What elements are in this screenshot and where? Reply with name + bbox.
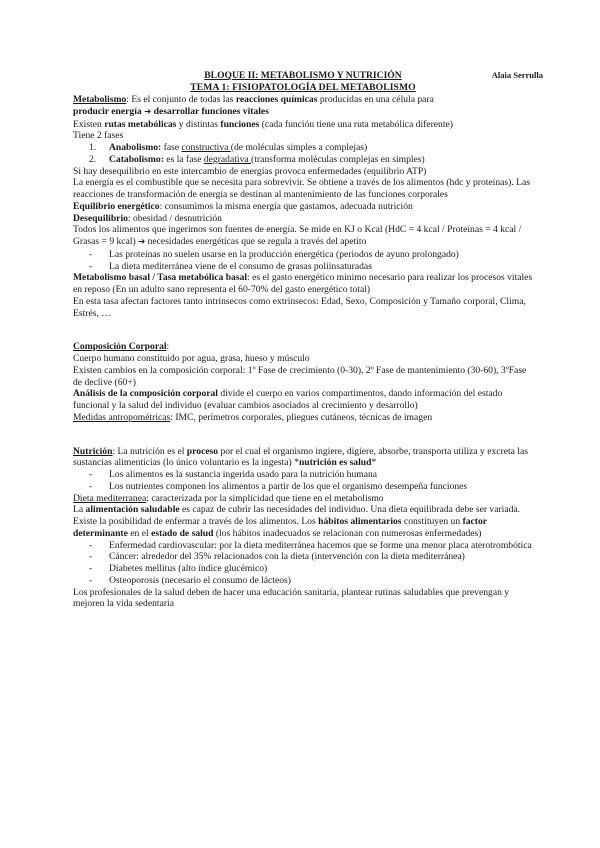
composition-analysis: Análisis de la composición corporal divide el cuerpo en varios compartimentos, dando información del estado funcional y la salud del individuo (evaluar cambios asociados al crecimiento y desarrollo) <box>73 388 503 411</box>
document-page <box>73 70 543 610</box>
closing-paragraph: Los profesionales de la salud deben de hacer una educación sanitaria, plantear rutinas saludables que prevengan y mejoren la vida sedentaria <box>73 586 510 610</box>
energy-paragraph: La energía es el combustible que se necesita para sobrevivir. Se obtiene a través de los alimentos (hdc y proteínas). Las reacciones de transformación de energía se destinan al mantenimiento de las funciones corporales <box>73 177 530 200</box>
mediterranean-diet-line: Dieta mediterranea: caracterizada por la simplicidad que tiene en el metabolismo <box>73 492 384 504</box>
nutrition-definition: Nutrición: La nutrición es el proceso por el cual el organismo ingiere, digiere, absorbe, transporta utiliza y excreta las sustancias alimenticias (lo único voluntario es la ingesta) *nutrición es salud* <box>73 445 528 469</box>
list-item: - Los nutrientes componen los alimentos a partir de los que el organismo desempeña funciones <box>73 481 533 493</box>
imbalance-line: Si hay desequilibrio en este intercambio de energías provoca enfermedades (equilibrio ATP) <box>73 165 427 177</box>
list-item: - Diabetes mellitus (alto índice glucémico) <box>73 563 533 575</box>
imbalance-definition: Desequilibrio: obesidad / desnutrición <box>73 212 222 224</box>
nutrition-bullets <box>73 469 533 493</box>
body-composition-line: Cuerpo humano constituido por agua, grasa, hueso y músculo <box>73 353 310 364</box>
block-title: BLOQUE II: METABOLISMO Y NUTRICIÓN <box>204 70 402 81</box>
healthy-eating-paragraph: La alimentación saludable es capaz de cubrir las necesidades del individuo. Una dieta equilibrada debe ser variada. Existe la posibilidad de enfermar a través de los alimentos. Los hábitos alimentarios constituyen un factor determinante en el estado de salud (los hábitos inadecuados se relacionan con numerosas enfermedades) <box>73 504 521 539</box>
rate-factors-paragraph: En esta tasa afectan factores tanto intrínsecos como extrínsecos: Edad, Sexo, Composición y Tamaño corporal, Clima, Estrés, … <box>73 295 526 319</box>
list-item: 1. Anabolismo: fase constructiva (de moléculas simples a complejas) <box>89 142 368 153</box>
phases-intro: Tiene 2 fases <box>73 130 124 142</box>
routes-line: Existen rutas metabólicas y distintas funciones (cada función tiene una ruta metabólica diferente) <box>73 118 453 130</box>
list-item: 2. Catabolismo: es la fase degradativa (transforma moléculas complejas en simples) <box>89 153 425 165</box>
document-header <box>73 70 543 82</box>
disease-bullets <box>73 540 533 587</box>
energy-balance-line: Equilibrio energético: consumimos la misma energía que gastamos, adecuada nutrición <box>73 200 413 212</box>
composition-changes: Existen cambios en la composición corporal: 1º Fase de crecimiento (0-30), 2º Fase de mantenimiento (30-60), 3ºFase de declive (60+) <box>73 364 527 388</box>
list-item: - Osteoporosis (necesario el consumo de lácteos) <box>73 575 533 587</box>
list-item: - Las proteínas no suelen usarse en la producción energética (periodos de ayuno prolongado) <box>73 249 533 261</box>
metabolism-term: Metabolismo <box>73 94 127 105</box>
author-name: Alaia Serrulla <box>491 70 543 80</box>
list-item: - Cáncer: alrededor del 35% relacionados con la dieta (intervención con la dieta mediterránea) <box>73 551 533 563</box>
arrow-right-icon: ➔ <box>138 237 146 247</box>
metabolism-definition: Metabolismo: Es el conjunto de todas las reacciones químicas producidas en una célula para <box>73 94 434 105</box>
list-item: - Los alimentos es la sustancia ingerida usado para la nutrición humana <box>73 469 533 481</box>
list-item: - Enfermedad cardiovascular: por la dieta mediterránea hacemos que se forme una menor placa aterotrombótica <box>73 540 533 552</box>
phases-list <box>73 142 533 166</box>
topic-title: TEMA 1: FISIOPATOLOGÍA DEL METABOLISMO <box>190 82 416 93</box>
energy-line: producir energía ➔ desarrollar funciones vitales <box>73 105 269 117</box>
arrow-right-icon: ➔ <box>144 106 152 117</box>
basal-metabolism-paragraph: Metabolismo basal / Tasa metabólica basal: es el gasto energético mínimo necesario para realizar los procesos vitales en reposo (En un adulto sano representa el 60-70% del gasto energético total) <box>73 272 533 295</box>
section-heading: Composición Corporal: <box>73 341 170 353</box>
anthropometric-measures: Medidas antropométricas: IMC, perímetros corporales, pliegues cutáneos, técnicas de imagen <box>73 411 433 423</box>
list-item: - La dieta mediterránea viene de el consumo de grasas poliinsaturadas <box>73 261 533 273</box>
energy-bullets <box>73 249 533 273</box>
food-energy-paragraph: Todos los alimentos que ingerimos son fuentes de energía. Se mide en KJ o Kcal (HdC = 4 kcal / Proteínas = 4 kcal / Grasas = 9 kcal) ➔ necesidades energéticas que se regula a través del apetito <box>73 224 522 247</box>
